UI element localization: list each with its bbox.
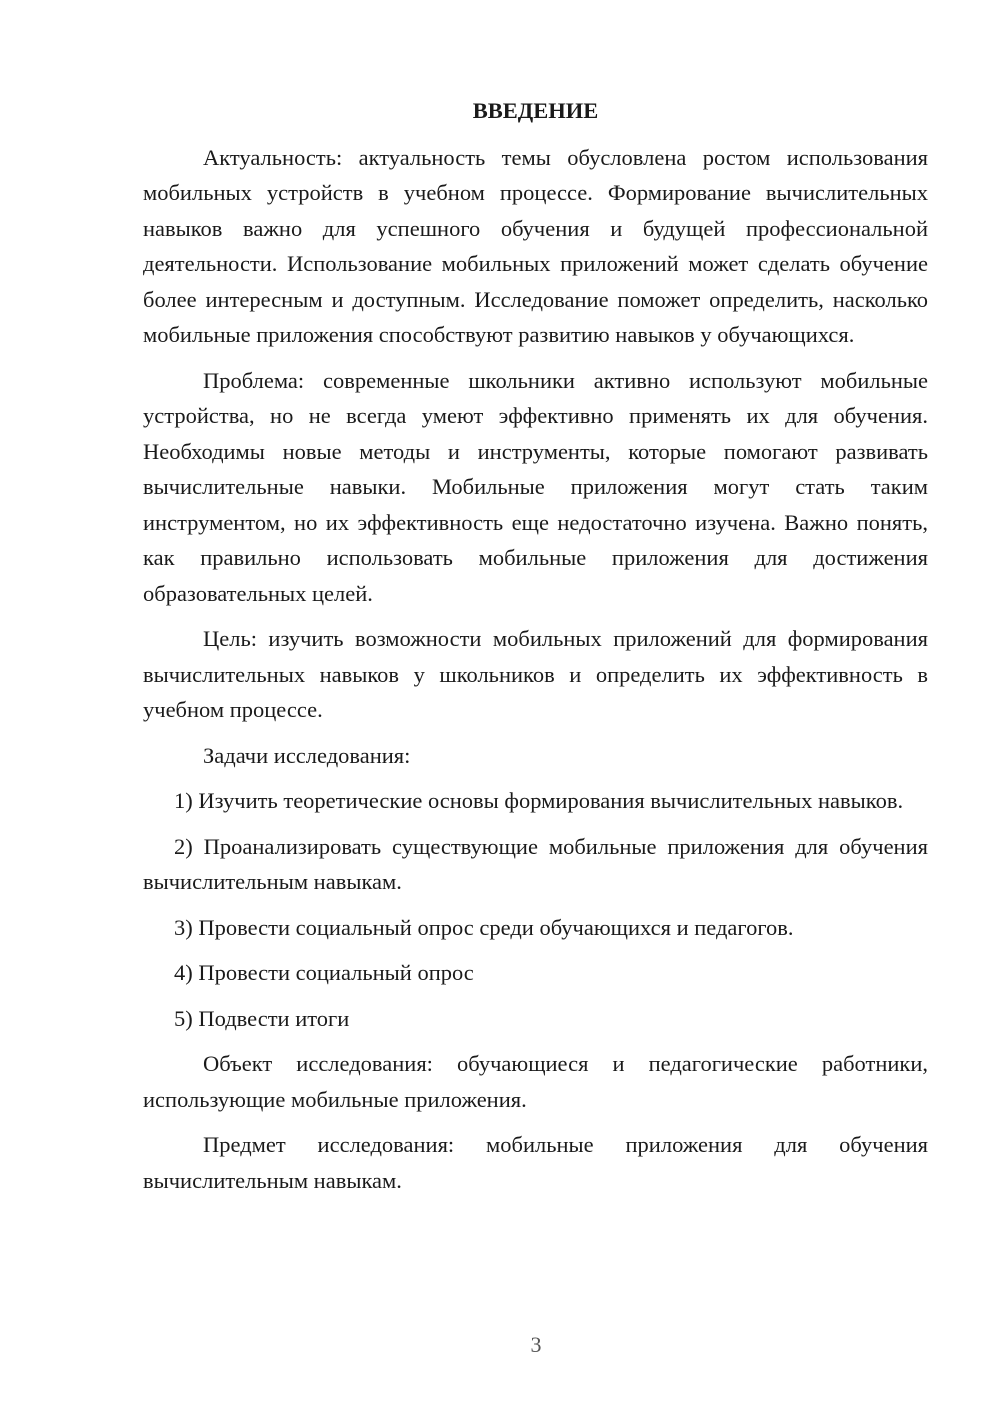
task-item-3: 3) Провести социальный опрос среди обучающихся и педагогов. [174,914,794,940]
section-title: ВВЕДЕНИЕ [472,98,599,123]
task-item-4: 4) Провести социальный опрос [174,960,474,985]
task-item-2: 2) Проанализировать существующие мобильные приложения для обучения вычислительным навыкам. [143,833,928,894]
page-body [143,93,928,1208]
subject-paragraph: Предмет исследования: мобильные приложения для обучения вычислительным навыкам. [143,1132,928,1193]
tasks-heading: Задачи исследования: [203,742,411,768]
relevance-paragraph: Актуальность: актуальность темы обусловлена ростом использования мобильных устройств в учебном процессе. Формирование вычислительных навыков важно для успешного обучения и будущей профессиональной деятельности. Использование мобильных приложений может сделать обучение более интересным и доступным. Исследование поможет определить, насколько мобильные приложения способствуют развитию навыков у обучающихся. [143,144,928,347]
page-number: 3 [530,1332,542,1357]
task-item-5: 5) Подвести итоги [174,1005,350,1031]
goal-paragraph: Цель: изучить возможности мобильных приложений для формирования вычислительных навыков у школьников и определить их эффективность в учебном процессе. [143,626,928,722]
task-item-1: 1) Изучить теоретические основы формирования вычислительных навыков. [174,788,904,813]
object-paragraph: Объект исследования: обучающиеся и педагогические работники, использующие мобильные приложения. [143,1051,928,1112]
problem-paragraph: Проблема: современные школьники активно используют мобильные устройства, но не всегда умеют эффективно применять их для обучения. Необходимы новые методы и инструменты, которые помогают развивать вычислительные навыки. Мобильные приложения могут стать таким инструментом, но их эффективность еще недостаточно изучена. Важно понять, как правильно использовать мобильные приложения для достижения образовательных целей. [143,367,928,606]
